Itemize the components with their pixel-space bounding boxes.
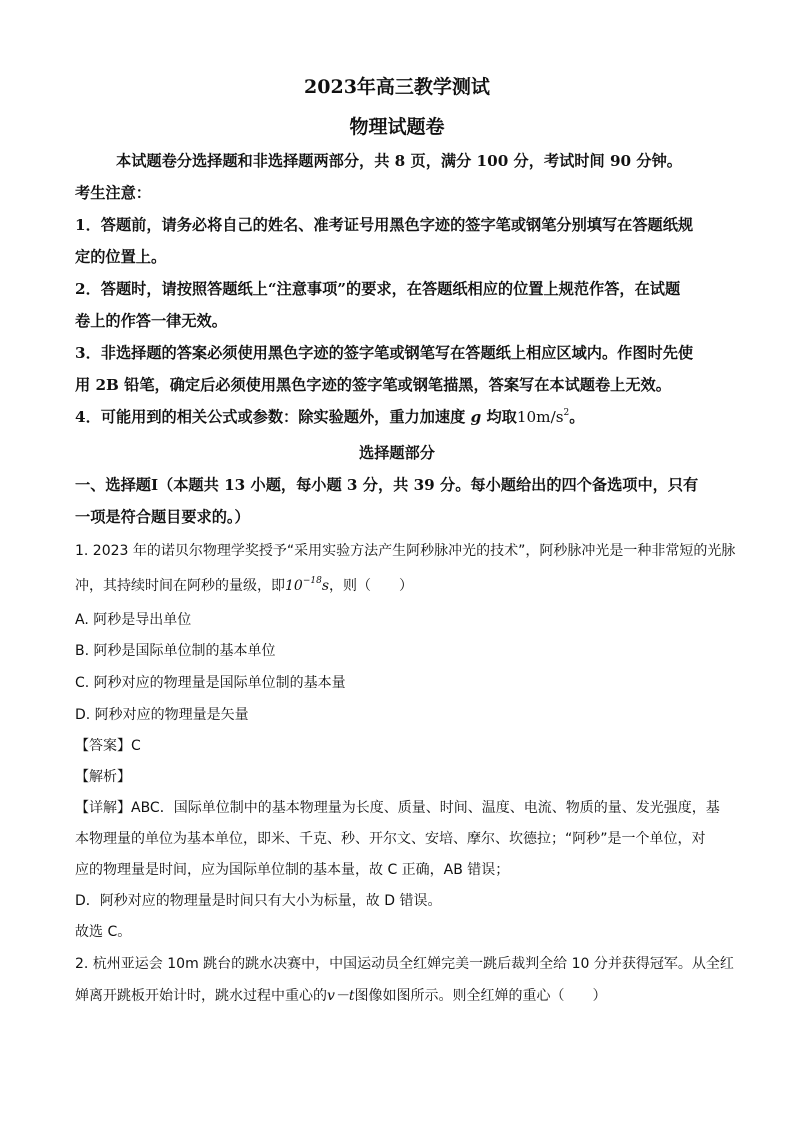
note-4-mid: 均取 [486,408,517,426]
note-4-end: 。 [569,408,585,426]
option-c: C. 阿秒对应的物理量是国际单位制的基本量 [75,675,346,691]
gravity-symbol: g [470,408,482,426]
part1-line-1: 一、选择题Ⅰ（本题共 13 小题，每小题 3 分，共 39 分。每小题给出的四个备选项中，只有 [75,476,699,494]
note-2-line-1: 2．答题时，请按照答题纸上“注意事项”的要求，在答题纸相应的位置上规范作答，在试题 [75,280,681,298]
note-4 [75,406,584,427]
question-1-line-2: 冲，其持续时间在阿秒的量级，即$10^{-18}s$，则（ ） [75,576,414,594]
note-1-line-2: 定的位置上。 [75,248,167,266]
note-3-line-1: 3．非选择题的答案必须使用黑色字迹的签字笔或钢笔写在答题纸上相应区域内。作图时先使 [75,344,694,362]
notice-heading: 考生注意： [75,184,151,202]
part1-line-2: 一项是符合题目要求的。） [75,508,250,526]
conclusion-line: 故选 C。 [75,924,132,940]
detail-line-3: 应的物理量是时间，应为国际单位制的基本量，故 C 正确，AB 错误； [75,862,510,878]
answer-line: 【答案】C [75,738,141,754]
detail-line-2: 本物理量的单位为基本单位，即米、千克、秒、开尔文、安培、摩尔、坎德拉；“阿秒”是一个单位，对 [75,831,706,847]
analysis-heading: 【解析】 [75,769,131,785]
attosecond-value: $10^{-18}s$ [285,576,330,594]
note-3-line-2: 用 2B 铅笔，确定后必须使用黑色字迹的签字笔或钢笔描黑，答案写在本试题卷上无效。 [75,376,671,394]
question-2-line-1: 2. 杭州亚运会 10m 跳台的跳水决赛中，中国运动员全红婵完美一跳后裁判全给 10 分并获得冠军。从全红 [75,956,734,972]
question-1-line-1: 1. 2023 年的诺贝尔物理学奖授予“采用实验方法产生阿秒脉冲光的技术”，阿秒脉冲光是一种非常短的光脉 [75,543,736,559]
section-title: 选择题部分 [359,444,435,462]
option-b: B. 阿秒是国际单位制的基本单位 [75,643,276,659]
intro-line: 本试题卷分选择题和非选择题两部分，共 8 页，满分 100 分，考试时间 90 分钟。 [116,152,682,170]
option-a: A. 阿秒是导出单位 [75,612,192,628]
detail-line-4: D．阿秒对应的物理量是时间只有大小为标量，故 D 错误。 [75,893,442,909]
option-d: D. 阿秒对应的物理量是矢量 [75,707,249,723]
note-2-line-2: 卷上的作答一律无效。 [75,312,227,330]
vt-graph-label: v－t [327,988,355,1004]
note-4-text: 4．可能用到的相关公式或参数：除实验题外，重力加速度 [75,408,466,426]
detail-line-1: 【详解】ABC．国际单位制中的基本物理量为长度、质量、时间、温度、电流、物质的量、发光强度，基 [75,800,720,816]
note-1-line-1: 1．答题前，请务必将自己的姓名、准考证号用黑色字迹的签字笔或钢笔分别填写在答题纸规 [75,216,694,234]
exam-title: 2023年高三教学测试 [304,76,490,98]
gravity-value: $10m/s^2$ [516,408,570,426]
question-2-line-2: 婵离开跳板开始计时，跳水过程中重心的v－t图像如图所示。则全红婵的重心（ ） [75,988,607,1004]
exam-subtitle: 物理试题卷 [349,116,445,138]
